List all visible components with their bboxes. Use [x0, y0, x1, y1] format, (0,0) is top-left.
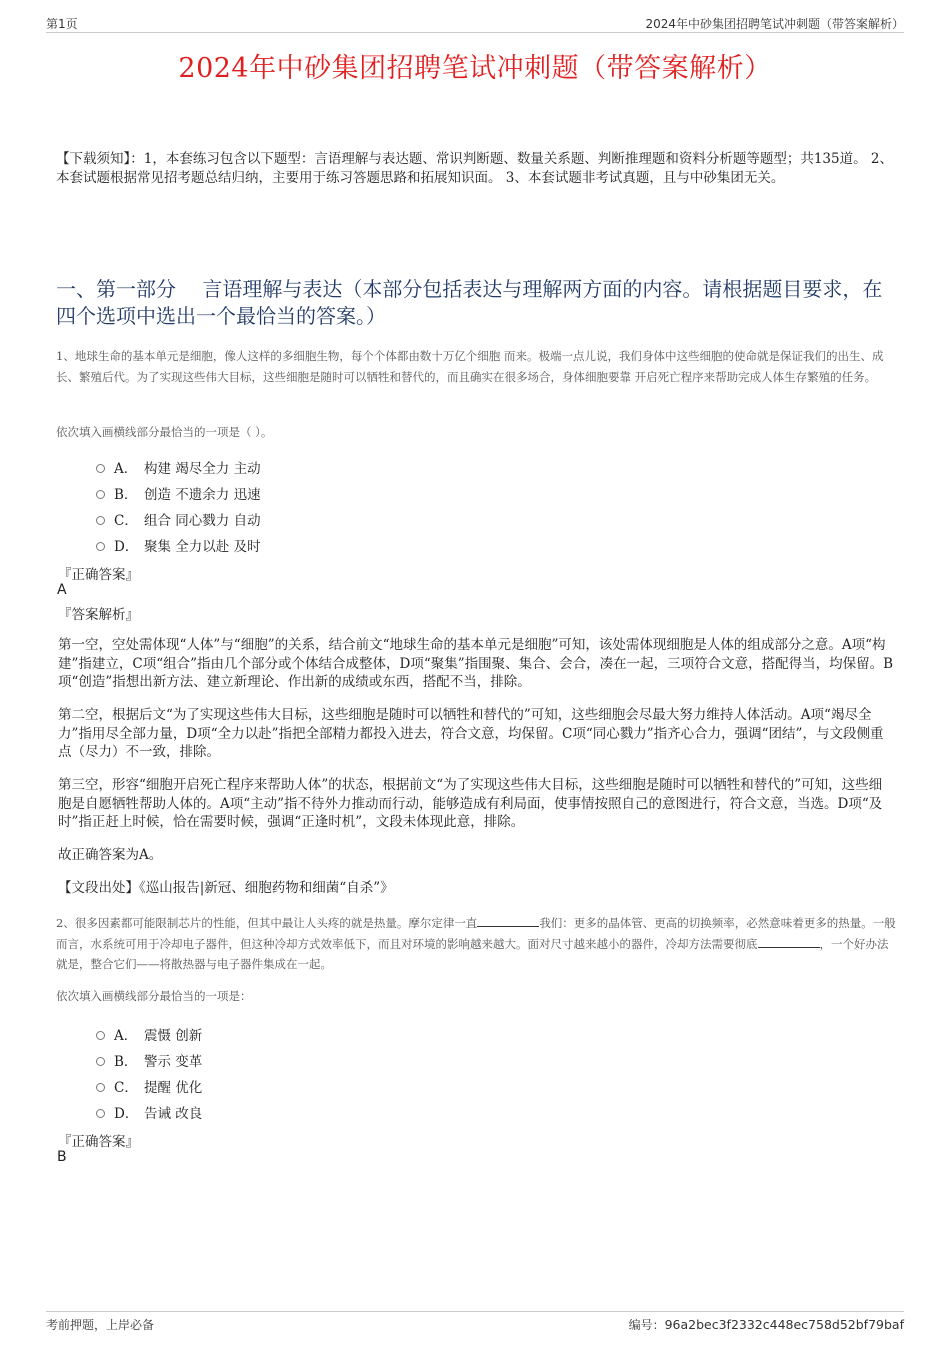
- analysis-paragraph-1: 第一空，空处需体现“人体”与“细胞”的关系，结合前文“地球生命的基本单元是细胞”可知，该处需体现细胞是人体的组成部分之意。A项“构建”指建立，C项“组合”指由几个部分或个体结合成整体，D项“聚集”指围聚、集合、会合，凑在一起，三项符合文意，搭配得当，均保留。B项“创造”指想出新方法、建立新理论、作出新的成绩或东西，搭配不当，排除。: [58, 637, 894, 690]
- question-1-option-b[interactable]: B． 创造 不遗余力 迅速: [96, 483, 261, 503]
- answer-value: A: [57, 582, 67, 598]
- header-doc-title: 2024年中砂集团招聘笔试冲刺题（带答案解析）: [645, 17, 904, 31]
- radio-icon[interactable]: [96, 464, 105, 473]
- question-2-text: 2、很多因素都可能限制芯片的性能，但其中最让人头疼的就是热量。摩尔定律一直 我们：更多的晶体管、更高的切换频率，必然意味着更多的热量。一般而言，水系统可用于冷却电子器件，但这种冷却方式效率低下，而且对环境的影响越来越大。面对尺寸越来越小的器件，冷却方法需要彻底 ，一个好办法就是，整合它们——将散热器与电子器件集成在一起。: [56, 916, 896, 971]
- question-1-option-c[interactable]: C． 组合 同心戮力 自动: [96, 509, 261, 529]
- document-title: 2024年中砂集团招聘笔试冲刺题（带答案解析）: [178, 53, 772, 84]
- passage-source: 【文段出处】《巡山报告|新冠、细胞药物和细菌“自杀”》: [58, 880, 394, 896]
- question-2-option-d[interactable]: D． 告诫 改良: [96, 1102, 202, 1122]
- analysis-paragraph-2: 第二空，根据后文“为了实现这些伟大目标，这些细胞是随时可以牺牲和替代的”可知，这些细胞会尽最大努力维持人体活动。A项“竭尽全力”指用尽全部力量，D项“全力以赴”指把全部精力都投入进去，符合文意，均保留。C项“同心戮力”指齐心合力，强调“团结”，与文段侧重点（尽力）不一致，排除。: [58, 707, 884, 760]
- question-1-prompt: 依次填入画横线部分最恰当的一项是（ ）。: [56, 425, 273, 439]
- question-1-option-d[interactable]: D． 聚集 全力以赴 及时: [96, 535, 261, 555]
- page-header: [46, 14, 904, 33]
- radio-icon[interactable]: [96, 542, 105, 551]
- question-1-text: 1、地球生命的基本单元是细胞，像人这样的多细胞生物，每个个体都由数十万亿个细胞 而来。极端一点儿说，我们身体中这些细胞的使命就是保证我们的出生、成长、繁殖后代。为了实现这些伟大目标，这些细胞是随时可以牺牲和替代的，而且确实在很多场合，身体细胞要靠 开启死亡程序来帮助完成人体生存繁殖的任务。: [56, 349, 884, 384]
- footer-code: 编号：96a2bec3f2332c448ec758d52bf79baf: [628, 1317, 904, 1332]
- analysis-conclusion: 故正确答案为A。: [58, 847, 163, 863]
- footer-slogan: 考前押题，上岸必备: [46, 1318, 155, 1332]
- answer-value: B: [57, 1149, 67, 1165]
- radio-icon[interactable]: [96, 1057, 105, 1066]
- answer-label: 『正确答案』: [58, 567, 139, 583]
- fill-blank: [758, 935, 820, 948]
- page-number: 第1页: [46, 17, 78, 31]
- question-2-prompt: 依次填入画横线部分最恰当的一项是：: [56, 989, 252, 1003]
- download-notice: 【下载须知】：1，本套练习包含以下题型：言语理解与表达题、常识判断题、数量关系题、判断推理题和资料分析题等题型；共135道。 2、本套试题根据常见招考题总结归纳，主要用于练习答题思路和拓展知识面。 3、本套试题非考试真题，且与中砂集团无关。: [56, 151, 893, 186]
- question-1-option-a[interactable]: A． 构建 竭尽全力 主动: [96, 457, 261, 477]
- section-heading: 一、第一部分 言语理解与表达（本部分包括表达与理解两方面的内容。请根据题目要求，在四个选项中选出一个最恰当的答案。）: [56, 277, 883, 328]
- question-2-option-c[interactable]: C． 提醒 优化: [96, 1076, 202, 1096]
- radio-icon[interactable]: [96, 490, 105, 499]
- radio-icon[interactable]: [96, 1083, 105, 1092]
- radio-icon[interactable]: [96, 1109, 105, 1118]
- analysis-paragraph-3: 第三空，形容“细胞开启死亡程序来帮助人体”的状态，根据前文“为了实现这些伟大目标，这些细胞是随时可以牺牲和替代的”可知，这些细胞是自愿牺牲帮助人体的。A项“主动”指不待外力推动而行动，能够造成有利局面，使事情按照自己的意图进行，符合文意，当选。D项“及时”指正赶上时候，恰在需要时候，强调“正逢时机”，文段未体现此意，排除。: [58, 777, 883, 830]
- radio-icon[interactable]: [96, 1031, 105, 1040]
- question-2-option-a[interactable]: A． 震慑 创新: [96, 1024, 202, 1044]
- analysis-label: 『答案解析』: [58, 607, 139, 623]
- fill-blank: [477, 914, 539, 927]
- page-footer: [46, 1311, 904, 1332]
- question-2-option-b[interactable]: B． 警示 变革: [96, 1050, 202, 1070]
- radio-icon[interactable]: [96, 516, 105, 525]
- answer-label: 『正确答案』: [58, 1134, 139, 1150]
